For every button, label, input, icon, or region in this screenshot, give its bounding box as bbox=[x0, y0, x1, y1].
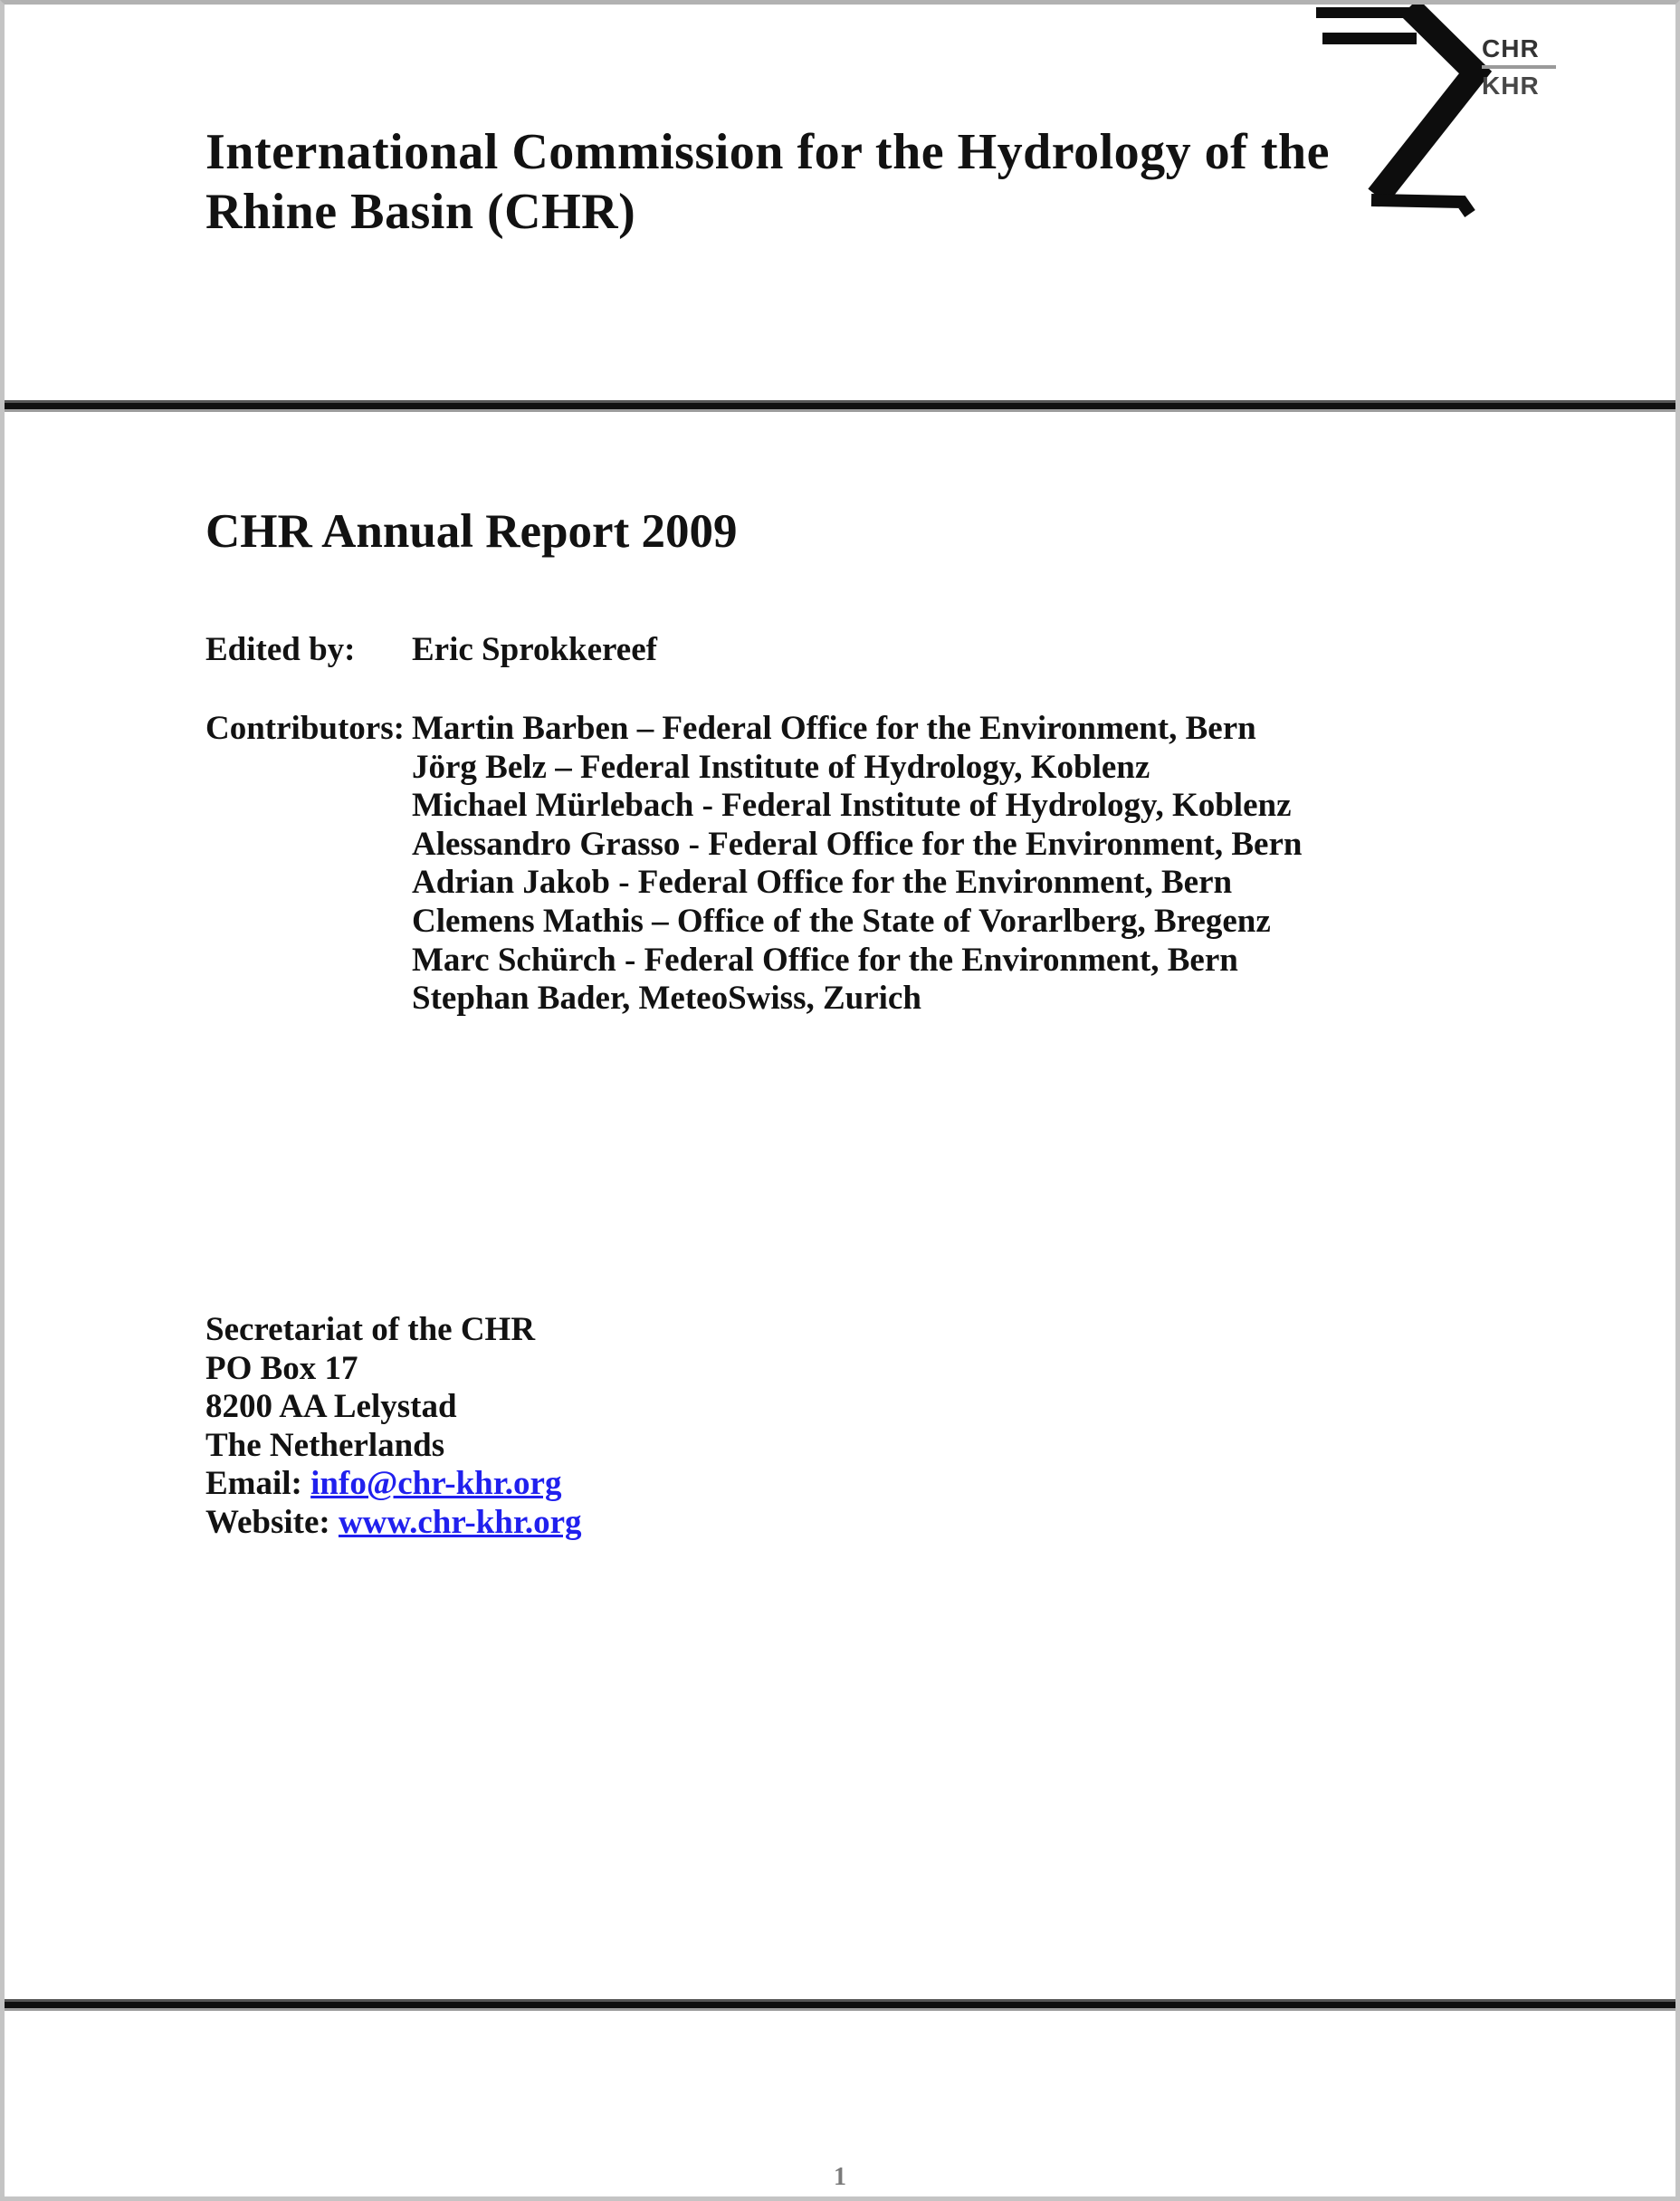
contributor-item: Michael Mürlebach - Federal Institute of Hydrology, Koblenz bbox=[412, 787, 1292, 825]
website-label: Website: bbox=[205, 1503, 330, 1541]
email-link[interactable]: info@chr-khr.org bbox=[310, 1465, 562, 1503]
organization-header-line1: International Commission for the Hydrology of the bbox=[205, 124, 1330, 180]
chr-logo-label bbox=[1482, 35, 1560, 100]
contributor-item: Clemens Mathis – Office of the State of Vorarlberg, Bregenz bbox=[412, 902, 1271, 940]
edited-by-label: Edited by: bbox=[205, 631, 356, 668]
email-label: Email: bbox=[205, 1465, 302, 1503]
secretariat-postcode-city: 8200 AA Lelystad bbox=[205, 1388, 457, 1426]
organization-header-line2: Rhine Basin (CHR) bbox=[205, 184, 636, 240]
header-divider-rule bbox=[5, 400, 1675, 412]
contributor-item: Adrian Jakob - Federal Office for the Environment, Bern bbox=[412, 864, 1233, 902]
contributor-item: Marc Schürch - Federal Office for the Environment, Bern bbox=[412, 941, 1238, 979]
chr-logo-icon bbox=[1310, 1, 1500, 227]
edited-by-value: Eric Sprokkereef bbox=[412, 631, 657, 668]
report-title: CHR Annual Report 2009 bbox=[205, 505, 738, 558]
chr-logo-label-bottom: KHR bbox=[1482, 72, 1540, 100]
chr-logo-label-top: CHR bbox=[1482, 34, 1540, 62]
secretariat-email-row bbox=[205, 1465, 582, 1504]
organization-header bbox=[205, 122, 1330, 242]
contributor-item: Jörg Belz – Federal Institute of Hydrology, Koblenz bbox=[412, 748, 1150, 786]
page-number: 1 bbox=[834, 2163, 846, 2191]
chr-logo bbox=[1310, 1, 1581, 227]
footer-divider-rule bbox=[5, 1999, 1675, 2011]
secretariat-pobox: PO Box 17 bbox=[205, 1349, 358, 1387]
contributor-item: Martin Barben – Federal Office for the Environment, Bern bbox=[412, 710, 1256, 747]
secretariat-country: The Netherlands bbox=[205, 1426, 445, 1464]
contributors-label: Contributors: bbox=[205, 710, 405, 747]
secretariat-website-row bbox=[205, 1504, 582, 1543]
secretariat-block bbox=[205, 1311, 582, 1543]
chr-logo-separator bbox=[1482, 65, 1556, 69]
website-link[interactable]: www.chr-khr.org bbox=[338, 1503, 582, 1541]
contributor-item: Alessandro Grasso - Federal Office for the Environment, Bern bbox=[412, 825, 1303, 863]
contributor-item: Stephan Bader, MeteoSwiss, Zurich bbox=[412, 980, 921, 1018]
contributors-list bbox=[412, 710, 1302, 1019]
secretariat-name: Secretariat of the CHR bbox=[205, 1311, 536, 1348]
